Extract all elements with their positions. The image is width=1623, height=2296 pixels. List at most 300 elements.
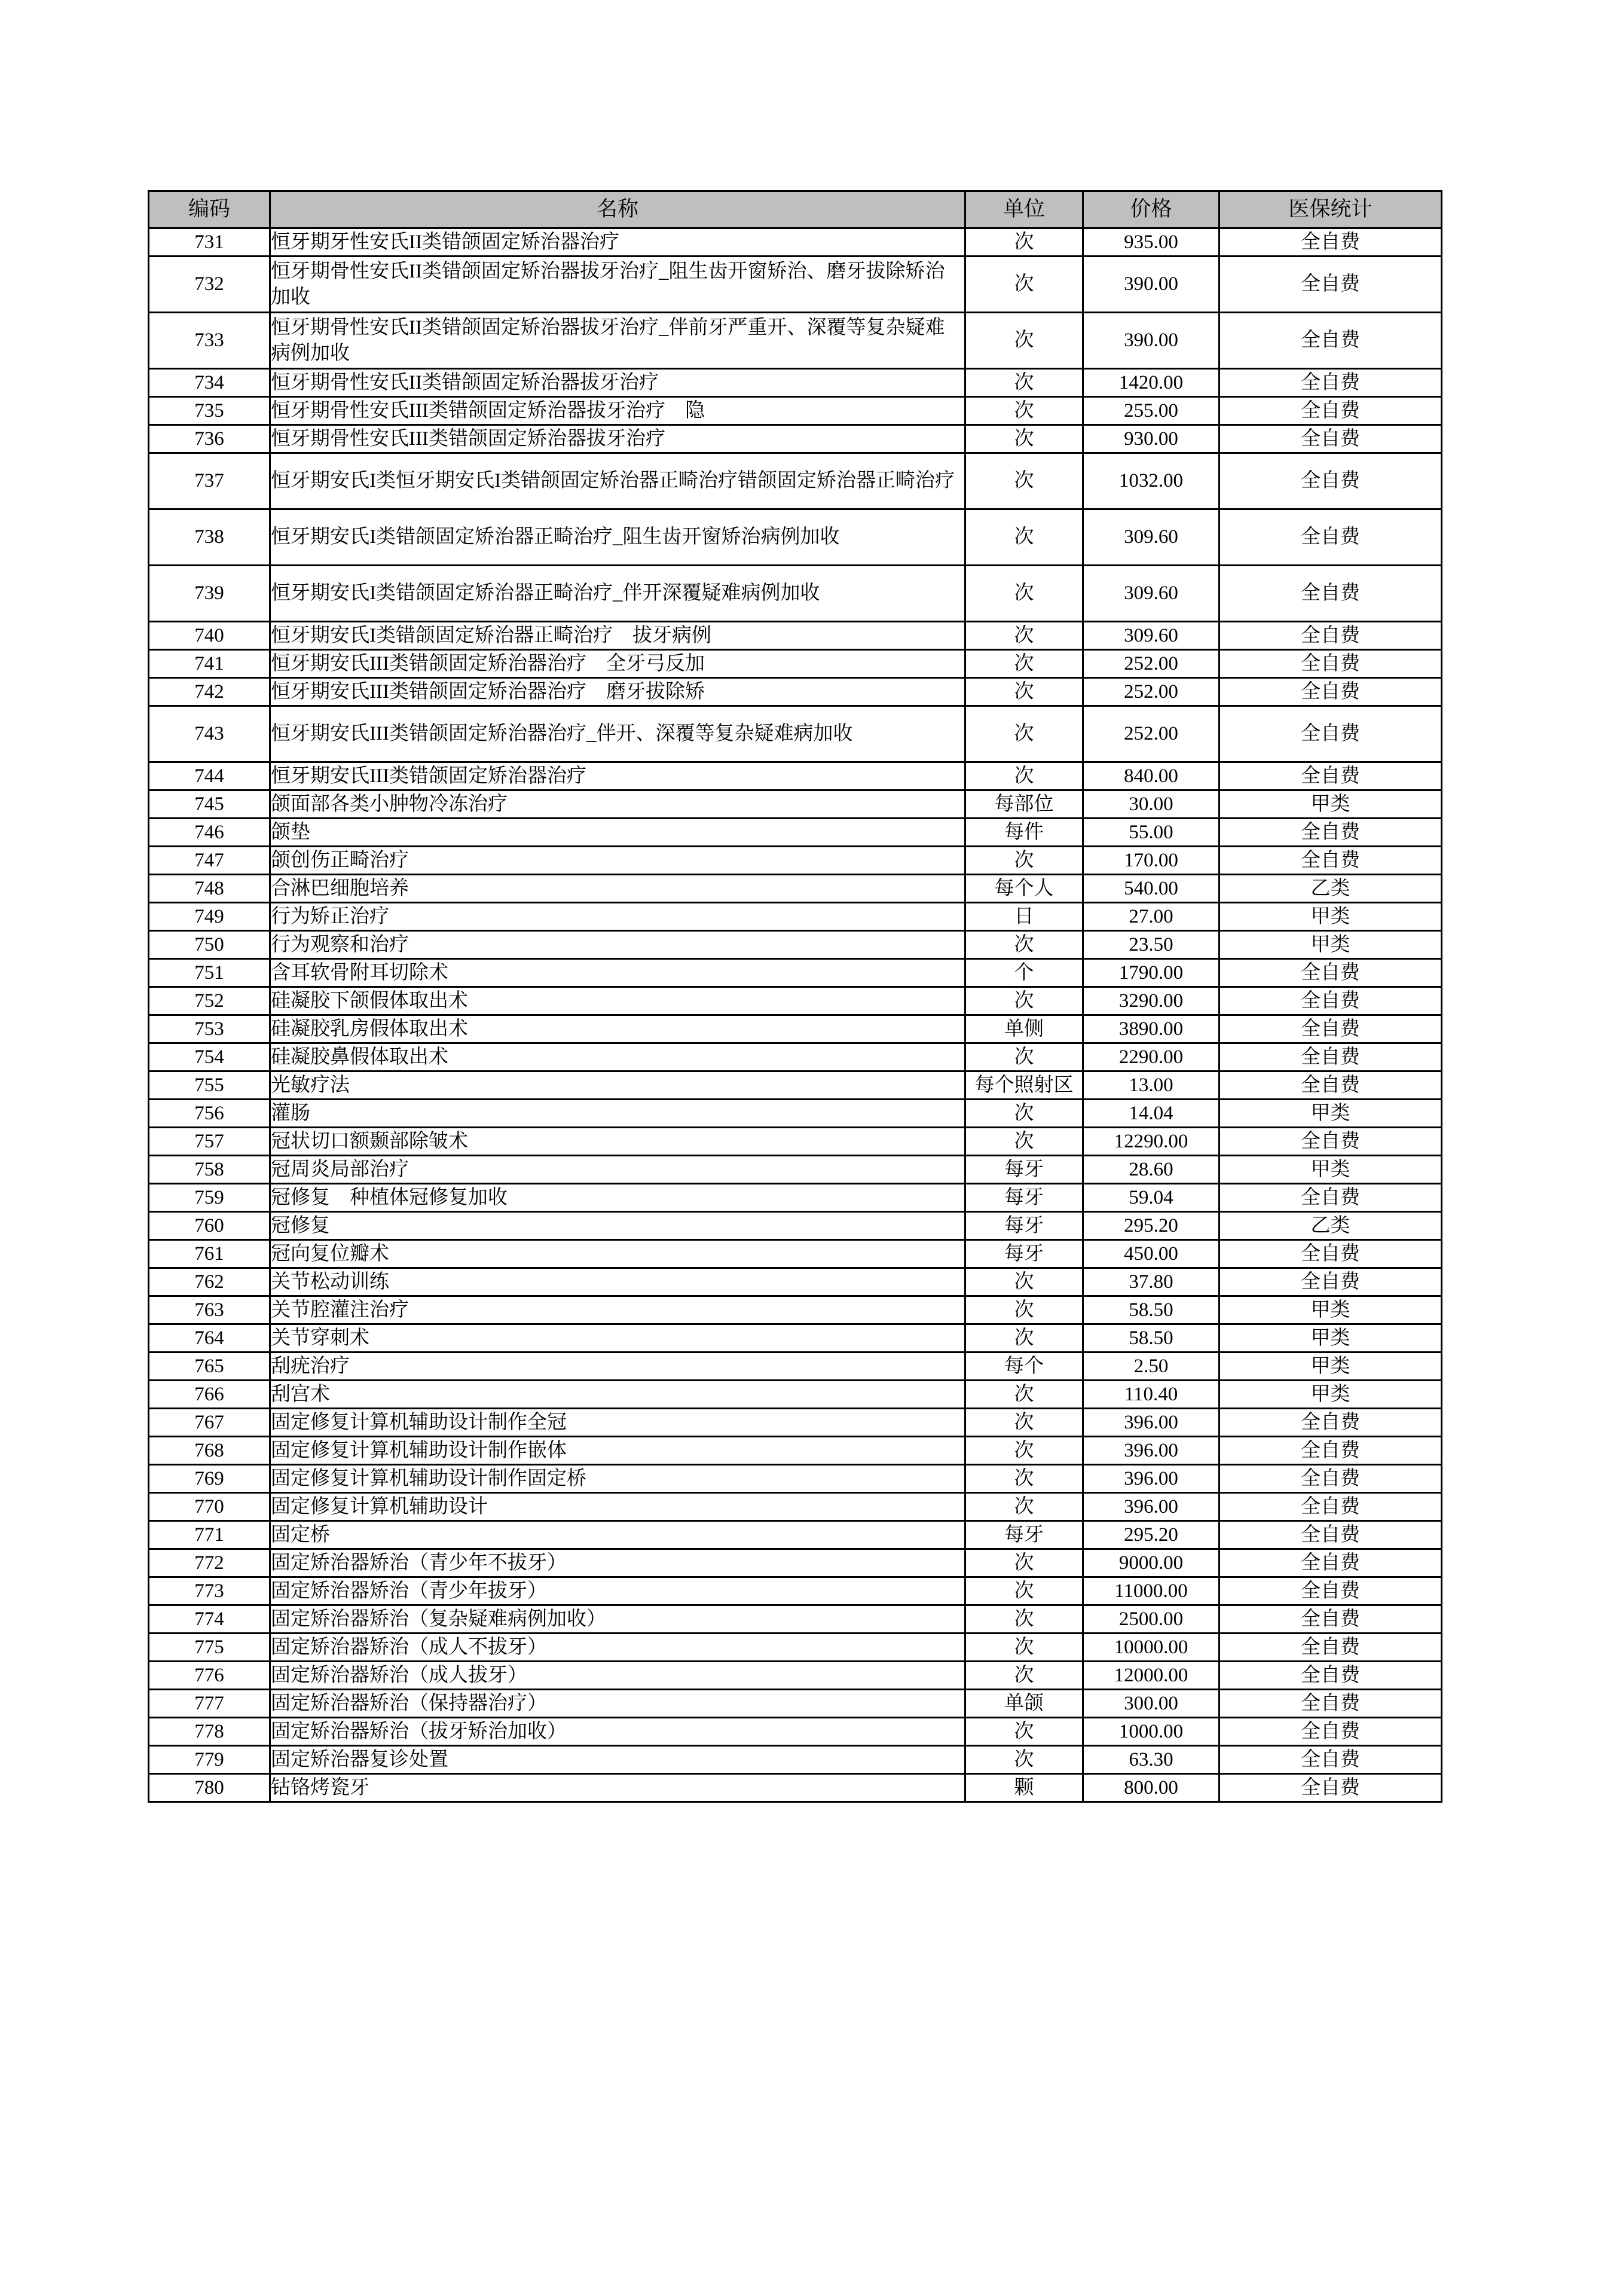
cell-insurance: 全自费	[1219, 1493, 1442, 1521]
column-header-insurance: 医保统计	[1219, 191, 1442, 228]
cell-code: 759	[149, 1184, 270, 1212]
table-row	[149, 1240, 1442, 1268]
cell-name: 恒牙期安氏I类错颌固定矫治器正畸治疗_阻生齿开窗矫治病例加收	[270, 509, 965, 566]
cell-code: 744	[149, 762, 270, 790]
cell-code: 769	[149, 1465, 270, 1493]
cell-insurance: 甲类	[1219, 1100, 1442, 1128]
cell-unit: 每牙	[965, 1212, 1083, 1240]
table-row	[149, 1662, 1442, 1690]
cell-unit: 次	[965, 1381, 1083, 1409]
cell-name: 关节穿刺术	[270, 1324, 965, 1352]
cell-code: 774	[149, 1605, 270, 1634]
cell-name: 固定矫治器矫治（成人不拔牙）	[270, 1634, 965, 1662]
cell-insurance: 全自费	[1219, 397, 1442, 425]
table-row	[149, 1549, 1442, 1577]
cell-unit: 次	[965, 622, 1083, 650]
cell-unit: 次	[965, 313, 1083, 369]
cell-insurance: 全自费	[1219, 1465, 1442, 1493]
cell-name: 颌垫	[270, 819, 965, 847]
cell-code: 735	[149, 397, 270, 425]
cell-price: 23.50	[1083, 931, 1219, 959]
cell-price: 9000.00	[1083, 1549, 1219, 1577]
cell-name: 恒牙期安氏III类错颌固定矫治器治疗 磨牙拔除矫	[270, 678, 965, 706]
cell-price: 396.00	[1083, 1465, 1219, 1493]
cell-price: 390.00	[1083, 313, 1219, 369]
table-row	[149, 762, 1442, 790]
cell-price: 252.00	[1083, 650, 1219, 678]
cell-code: 737	[149, 453, 270, 509]
cell-unit: 次	[965, 762, 1083, 790]
cell-price: 390.00	[1083, 257, 1219, 313]
cell-insurance: 全自费	[1219, 847, 1442, 875]
table-header	[149, 191, 1442, 228]
cell-name: 硅凝胶鼻假体取出术	[270, 1043, 965, 1071]
cell-name: 冠修复 种植体冠修复加收	[270, 1184, 965, 1212]
cell-unit: 次	[965, 931, 1083, 959]
cell-insurance: 全自费	[1219, 1240, 1442, 1268]
cell-name: 固定矫治器复诊处置	[270, 1746, 965, 1774]
cell-price: 170.00	[1083, 847, 1219, 875]
cell-code: 764	[149, 1324, 270, 1352]
cell-price: 396.00	[1083, 1437, 1219, 1465]
cell-code: 745	[149, 790, 270, 819]
table-row	[149, 875, 1442, 903]
cell-insurance: 全自费	[1219, 1071, 1442, 1100]
cell-insurance: 全自费	[1219, 1184, 1442, 1212]
cell-name: 颌创伤正畸治疗	[270, 847, 965, 875]
table-row	[149, 509, 1442, 566]
cell-insurance: 全自费	[1219, 369, 1442, 397]
cell-code: 750	[149, 931, 270, 959]
cell-insurance: 甲类	[1219, 931, 1442, 959]
cell-unit: 次	[965, 1043, 1083, 1071]
cell-unit: 颗	[965, 1774, 1083, 1802]
cell-code: 756	[149, 1100, 270, 1128]
cell-price: 309.60	[1083, 566, 1219, 622]
cell-code: 779	[149, 1746, 270, 1774]
cell-code: 743	[149, 706, 270, 762]
cell-code: 771	[149, 1521, 270, 1549]
cell-name: 恒牙期安氏III类错颌固定矫治器治疗_伴开、深覆等复杂疑难病加收	[270, 706, 965, 762]
cell-name: 冠修复	[270, 1212, 965, 1240]
cell-insurance: 全自费	[1219, 1521, 1442, 1549]
cell-unit: 次	[965, 1296, 1083, 1324]
cell-price: 2500.00	[1083, 1605, 1219, 1634]
cell-price: 540.00	[1083, 875, 1219, 903]
cell-code: 780	[149, 1774, 270, 1802]
cell-unit: 次	[965, 397, 1083, 425]
cell-name: 冠向复位瓣术	[270, 1240, 965, 1268]
cell-code: 733	[149, 313, 270, 369]
cell-code: 760	[149, 1212, 270, 1240]
table-row	[149, 1296, 1442, 1324]
cell-name: 恒牙期牙性安氏II类错颌固定矫治器治疗	[270, 228, 965, 257]
cell-name: 恒牙期骨性安氏II类错颌固定矫治器拔牙治疗_阻生齿开窗矫治、磨牙拔除矫治加收	[270, 257, 965, 313]
cell-price: 255.00	[1083, 397, 1219, 425]
table-row	[149, 313, 1442, 369]
cell-insurance: 全自费	[1219, 313, 1442, 369]
cell-insurance: 甲类	[1219, 790, 1442, 819]
cell-code: 741	[149, 650, 270, 678]
cell-unit: 次	[965, 257, 1083, 313]
cell-code: 755	[149, 1071, 270, 1100]
cell-name: 恒牙期骨性安氏II类错颌固定矫治器拔牙治疗	[270, 369, 965, 397]
cell-price: 11000.00	[1083, 1577, 1219, 1605]
table-row	[149, 369, 1442, 397]
cell-name: 颌面部各类小肿物冷冻治疗	[270, 790, 965, 819]
table-row	[149, 1100, 1442, 1128]
cell-code: 757	[149, 1128, 270, 1156]
cell-unit: 次	[965, 1605, 1083, 1634]
cell-name: 行为矫正治疗	[270, 903, 965, 931]
cell-name: 硅凝胶下颌假体取出术	[270, 987, 965, 1015]
cell-price: 63.30	[1083, 1746, 1219, 1774]
column-header-unit: 单位	[965, 191, 1083, 228]
table-row	[149, 1465, 1442, 1493]
cell-insurance: 乙类	[1219, 875, 1442, 903]
cell-insurance: 全自费	[1219, 622, 1442, 650]
cell-insurance: 全自费	[1219, 1549, 1442, 1577]
cell-price: 295.20	[1083, 1212, 1219, 1240]
cell-unit: 次	[965, 847, 1083, 875]
cell-name: 恒牙期安氏I类恒牙期安氏I类错颌固定矫治器正畸治疗错颌固定矫治器正畸治疗	[270, 453, 965, 509]
cell-unit: 每牙	[965, 1156, 1083, 1184]
cell-insurance: 全自费	[1219, 650, 1442, 678]
table-header-row	[149, 191, 1442, 228]
table-row	[149, 1212, 1442, 1240]
table-row	[149, 1493, 1442, 1521]
cell-name: 恒牙期骨性安氏III类错颌固定矫治器拔牙治疗	[270, 425, 965, 453]
cell-price: 396.00	[1083, 1493, 1219, 1521]
cell-name: 恒牙期骨性安氏II类错颌固定矫治器拔牙治疗_伴前牙严重开、深覆等复杂疑难病例加收	[270, 313, 965, 369]
cell-name: 恒牙期安氏I类错颌固定矫治器正畸治疗 拔牙病例	[270, 622, 965, 650]
cell-unit: 次	[965, 1577, 1083, 1605]
cell-unit: 每部位	[965, 790, 1083, 819]
cell-code: 751	[149, 959, 270, 987]
cell-name: 刮宫术	[270, 1381, 965, 1409]
cell-unit: 次	[965, 1268, 1083, 1296]
cell-insurance: 乙类	[1219, 1212, 1442, 1240]
cell-price: 450.00	[1083, 1240, 1219, 1268]
cell-unit: 次	[965, 425, 1083, 453]
cell-insurance: 全自费	[1219, 1718, 1442, 1746]
cell-insurance: 全自费	[1219, 1634, 1442, 1662]
table-row	[149, 1774, 1442, 1802]
cell-price: 14.04	[1083, 1100, 1219, 1128]
price-table	[148, 190, 1442, 1803]
cell-insurance: 全自费	[1219, 1577, 1442, 1605]
cell-unit: 次	[965, 706, 1083, 762]
table-row	[149, 847, 1442, 875]
cell-name: 恒牙期安氏I类错颌固定矫治器正畸治疗_伴开深覆疑难病例加收	[270, 566, 965, 622]
cell-code: 762	[149, 1268, 270, 1296]
cell-name: 固定修复计算机辅助设计	[270, 1493, 965, 1521]
cell-name: 固定矫治器矫治（拔牙矫治加收）	[270, 1718, 965, 1746]
cell-name: 硅凝胶乳房假体取出术	[270, 1015, 965, 1043]
table-row	[149, 1043, 1442, 1071]
cell-insurance: 全自费	[1219, 1043, 1442, 1071]
table-row	[149, 1156, 1442, 1184]
cell-price: 3290.00	[1083, 987, 1219, 1015]
cell-unit: 每牙	[965, 1184, 1083, 1212]
cell-name: 固定矫治器矫治（青少年拔牙）	[270, 1577, 965, 1605]
cell-unit: 次	[965, 1718, 1083, 1746]
table-row	[149, 397, 1442, 425]
cell-code: 747	[149, 847, 270, 875]
table-row	[149, 622, 1442, 650]
cell-unit: 单颌	[965, 1690, 1083, 1718]
cell-price: 295.20	[1083, 1521, 1219, 1549]
cell-price: 37.80	[1083, 1268, 1219, 1296]
cell-price: 12000.00	[1083, 1662, 1219, 1690]
cell-price: 110.40	[1083, 1381, 1219, 1409]
cell-insurance: 甲类	[1219, 1156, 1442, 1184]
table-row	[149, 1437, 1442, 1465]
table-row	[149, 1128, 1442, 1156]
cell-code: 731	[149, 228, 270, 257]
cell-name: 关节腔灌注治疗	[270, 1296, 965, 1324]
cell-name: 固定修复计算机辅助设计制作固定桥	[270, 1465, 965, 1493]
cell-code: 766	[149, 1381, 270, 1409]
table-row	[149, 1605, 1442, 1634]
table-row	[149, 425, 1442, 453]
cell-unit: 次	[965, 678, 1083, 706]
table-row	[149, 1746, 1442, 1774]
cell-name: 固定矫治器矫治（成人拔牙）	[270, 1662, 965, 1690]
cell-code: 738	[149, 509, 270, 566]
cell-code: 763	[149, 1296, 270, 1324]
cell-unit: 次	[965, 987, 1083, 1015]
cell-code: 752	[149, 987, 270, 1015]
column-header-code: 编码	[149, 191, 270, 228]
cell-unit: 次	[965, 1100, 1083, 1128]
cell-code: 753	[149, 1015, 270, 1043]
cell-unit: 每件	[965, 819, 1083, 847]
cell-price: 55.00	[1083, 819, 1219, 847]
table-row	[149, 1268, 1442, 1296]
cell-name: 钴铬烤瓷牙	[270, 1774, 965, 1802]
cell-code: 736	[149, 425, 270, 453]
cell-insurance: 甲类	[1219, 1324, 1442, 1352]
cell-name: 固定桥	[270, 1521, 965, 1549]
cell-name: 合淋巴细胞培养	[270, 875, 965, 903]
cell-insurance: 甲类	[1219, 1381, 1442, 1409]
cell-code: 758	[149, 1156, 270, 1184]
table-row	[149, 1352, 1442, 1381]
table-row	[149, 650, 1442, 678]
cell-price: 1420.00	[1083, 369, 1219, 397]
cell-name: 恒牙期安氏III类错颌固定矫治器治疗	[270, 762, 965, 790]
cell-price: 59.04	[1083, 1184, 1219, 1212]
cell-name: 含耳软骨附耳切除术	[270, 959, 965, 987]
cell-code: 746	[149, 819, 270, 847]
table-row	[149, 1409, 1442, 1437]
cell-price: 58.50	[1083, 1324, 1219, 1352]
cell-name: 固定矫治器矫治（青少年不拔牙）	[270, 1549, 965, 1577]
cell-code: 749	[149, 903, 270, 931]
cell-price: 800.00	[1083, 1774, 1219, 1802]
cell-name: 固定修复计算机辅助设计制作全冠	[270, 1409, 965, 1437]
cell-unit: 每牙	[965, 1521, 1083, 1549]
cell-name: 灌肠	[270, 1100, 965, 1128]
cell-unit: 次	[965, 1465, 1083, 1493]
cell-price: 252.00	[1083, 678, 1219, 706]
cell-insurance: 全自费	[1219, 425, 1442, 453]
cell-code: 773	[149, 1577, 270, 1605]
cell-unit: 次	[965, 509, 1083, 566]
cell-name: 恒牙期骨性安氏III类错颌固定矫治器拔牙治疗 隐	[270, 397, 965, 425]
cell-price: 930.00	[1083, 425, 1219, 453]
cell-unit: 日	[965, 903, 1083, 931]
cell-insurance: 全自费	[1219, 1128, 1442, 1156]
table-row	[149, 566, 1442, 622]
cell-price: 58.50	[1083, 1296, 1219, 1324]
cell-code: 770	[149, 1493, 270, 1521]
column-header-name: 名称	[270, 191, 965, 228]
table-row	[149, 706, 1442, 762]
cell-unit: 次	[965, 1493, 1083, 1521]
cell-insurance: 全自费	[1219, 257, 1442, 313]
cell-insurance: 全自费	[1219, 1662, 1442, 1690]
cell-price: 10000.00	[1083, 1634, 1219, 1662]
cell-insurance: 全自费	[1219, 1605, 1442, 1634]
cell-price: 840.00	[1083, 762, 1219, 790]
cell-insurance: 全自费	[1219, 566, 1442, 622]
cell-unit: 次	[965, 566, 1083, 622]
cell-unit: 次	[965, 1634, 1083, 1662]
cell-name: 刮疣治疗	[270, 1352, 965, 1381]
cell-price: 300.00	[1083, 1690, 1219, 1718]
cell-code: 775	[149, 1634, 270, 1662]
table-row	[149, 790, 1442, 819]
cell-insurance: 全自费	[1219, 1690, 1442, 1718]
cell-unit: 次	[965, 369, 1083, 397]
table-body	[149, 228, 1442, 1802]
cell-insurance: 全自费	[1219, 1774, 1442, 1802]
cell-name: 固定矫治器矫治（复杂疑难病例加收）	[270, 1605, 965, 1634]
table-row	[149, 987, 1442, 1015]
cell-unit: 每牙	[965, 1240, 1083, 1268]
table-row	[149, 453, 1442, 509]
cell-unit: 次	[965, 1409, 1083, 1437]
cell-name: 固定矫治器矫治（保持器治疗）	[270, 1690, 965, 1718]
cell-code: 732	[149, 257, 270, 313]
table-row	[149, 1577, 1442, 1605]
table-row	[149, 1634, 1442, 1662]
table-row	[149, 1521, 1442, 1549]
table-row	[149, 228, 1442, 257]
cell-name: 关节松动训练	[270, 1268, 965, 1296]
cell-code: 767	[149, 1409, 270, 1437]
cell-unit: 次	[965, 1746, 1083, 1774]
cell-name: 光敏疗法	[270, 1071, 965, 1100]
cell-insurance: 全自费	[1219, 1746, 1442, 1774]
price-table-container	[148, 190, 1441, 1803]
cell-code: 772	[149, 1549, 270, 1577]
cell-price: 396.00	[1083, 1409, 1219, 1437]
cell-code: 777	[149, 1690, 270, 1718]
cell-insurance: 全自费	[1219, 819, 1442, 847]
cell-price: 1032.00	[1083, 453, 1219, 509]
cell-insurance: 全自费	[1219, 987, 1442, 1015]
cell-insurance: 全自费	[1219, 1409, 1442, 1437]
cell-price: 13.00	[1083, 1071, 1219, 1100]
cell-code: 776	[149, 1662, 270, 1690]
table-row	[149, 678, 1442, 706]
cell-unit: 次	[965, 1662, 1083, 1690]
cell-price: 2290.00	[1083, 1043, 1219, 1071]
cell-insurance: 甲类	[1219, 1296, 1442, 1324]
table-row	[149, 1015, 1442, 1043]
cell-price: 309.60	[1083, 509, 1219, 566]
cell-code: 765	[149, 1352, 270, 1381]
cell-name: 恒牙期安氏III类错颌固定矫治器治疗 全牙弓反加	[270, 650, 965, 678]
cell-unit: 次	[965, 1437, 1083, 1465]
cell-price: 3890.00	[1083, 1015, 1219, 1043]
cell-unit: 单侧	[965, 1015, 1083, 1043]
cell-name: 冠状切口额颞部除皱术	[270, 1128, 965, 1156]
cell-price: 309.60	[1083, 622, 1219, 650]
cell-price: 1790.00	[1083, 959, 1219, 987]
cell-code: 734	[149, 369, 270, 397]
table-row	[149, 1071, 1442, 1100]
cell-unit: 次	[965, 1549, 1083, 1577]
cell-name: 行为观察和治疗	[270, 931, 965, 959]
cell-insurance: 全自费	[1219, 228, 1442, 257]
table-row	[149, 257, 1442, 313]
table-row	[149, 1324, 1442, 1352]
cell-insurance: 全自费	[1219, 453, 1442, 509]
column-header-price: 价格	[1083, 191, 1219, 228]
cell-price: 1000.00	[1083, 1718, 1219, 1746]
cell-insurance: 全自费	[1219, 706, 1442, 762]
table-row	[149, 1184, 1442, 1212]
cell-unit: 每个	[965, 1352, 1083, 1381]
cell-insurance: 全自费	[1219, 1268, 1442, 1296]
cell-insurance: 全自费	[1219, 959, 1442, 987]
cell-code: 748	[149, 875, 270, 903]
cell-price: 12290.00	[1083, 1128, 1219, 1156]
cell-code: 740	[149, 622, 270, 650]
cell-unit: 次	[965, 228, 1083, 257]
table-row	[149, 1718, 1442, 1746]
cell-name: 冠周炎局部治疗	[270, 1156, 965, 1184]
cell-code: 739	[149, 566, 270, 622]
cell-name: 固定修复计算机辅助设计制作嵌体	[270, 1437, 965, 1465]
cell-price: 2.50	[1083, 1352, 1219, 1381]
cell-code: 778	[149, 1718, 270, 1746]
cell-unit: 次	[965, 453, 1083, 509]
table-row	[149, 931, 1442, 959]
cell-code: 761	[149, 1240, 270, 1268]
cell-price: 935.00	[1083, 228, 1219, 257]
cell-insurance: 全自费	[1219, 678, 1442, 706]
cell-insurance: 甲类	[1219, 903, 1442, 931]
cell-unit: 次	[965, 650, 1083, 678]
cell-price: 30.00	[1083, 790, 1219, 819]
table-row	[149, 959, 1442, 987]
cell-code: 742	[149, 678, 270, 706]
cell-unit: 次	[965, 1324, 1083, 1352]
table-row	[149, 903, 1442, 931]
cell-insurance: 全自费	[1219, 762, 1442, 790]
cell-insurance: 全自费	[1219, 1437, 1442, 1465]
cell-price: 27.00	[1083, 903, 1219, 931]
table-row	[149, 819, 1442, 847]
cell-code: 754	[149, 1043, 270, 1071]
cell-insurance: 全自费	[1219, 509, 1442, 566]
cell-code: 768	[149, 1437, 270, 1465]
